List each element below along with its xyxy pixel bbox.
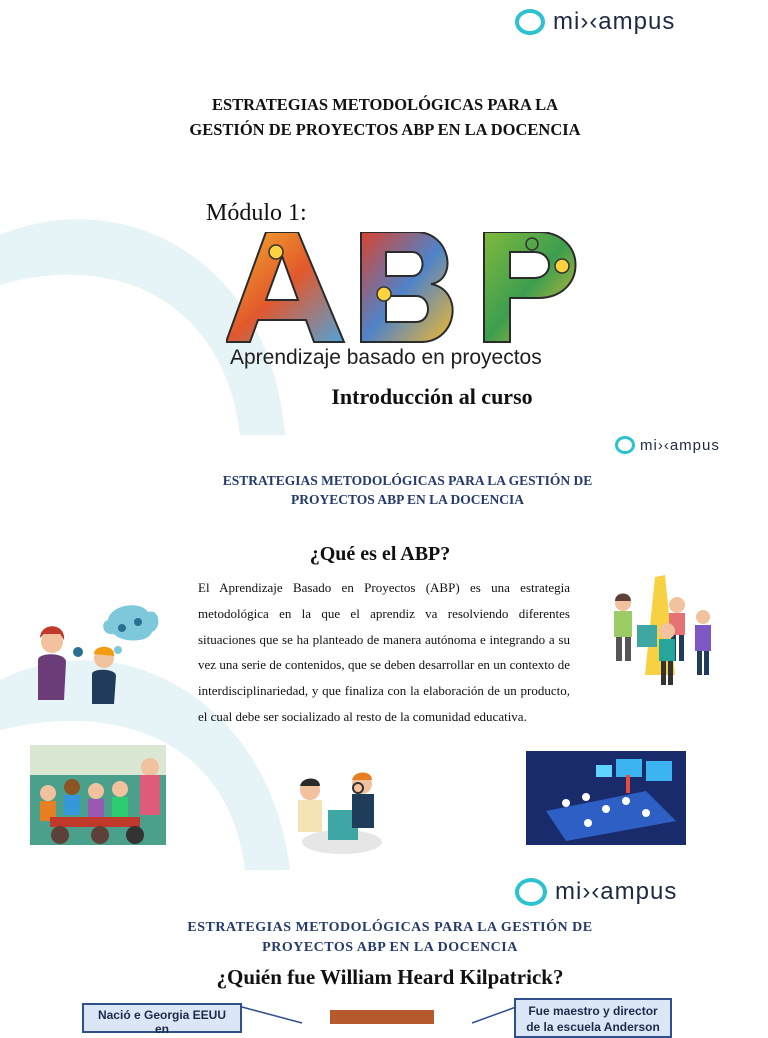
brand-logo-top [515,8,675,36]
abp-tagline: Aprendizaje basado en proyectos [230,346,542,369]
page1-subtitle: Introducción al curso [331,384,533,409]
kids-project-illustration [290,770,390,860]
team-lightbulb-illustration [605,575,725,690]
page2-heading: ¿Qué es el ABP? [309,543,451,565]
logo-ring-icon [515,9,545,35]
page2-title: ESTRATEGIAS METODOLÓGICAS PARA LA GESTIÓN DE PROYECTOS ABP EN LA DOCENCIA [222,473,593,507]
callout-birthplace: Nació e Georgia EEUU en [82,1003,242,1033]
brand-logo-page3 [515,878,677,906]
logo-ring-icon [515,878,547,906]
abp-definition-paragraph: El Aprendizaje Basado en Proyectos (ABP) es una estrategia metodológica en la que el aprendiz va resolviendo diferentes situaciones que se ha planteado de manera autónoma e integrando a su vez una serie de contenidos, que se deben desarrollar en un contexto de interdisciplinariedad, y que finaliza con la elaboración de un producto, el cual debe ser socializado al resto de la comunidad educativa. [198,580,570,724]
abp-logo-graphic [226,232,586,344]
logo-text: mi›‹ampus [553,8,676,35]
classroom-illustration [30,745,166,845]
brand-logo-page2 [615,436,720,454]
callout-career: Fue maestro y director de la escuela Anderson [514,998,672,1038]
logo-ring-icon [615,436,635,454]
page3-heading: ¿Quién fue William Heard Kilpatrick? [216,965,564,989]
teacher-student-illustration [30,600,165,710]
digital-classroom-illustration [526,751,686,845]
logo-text: mi›‹ampus [640,436,720,454]
logo-text: mi›‹ampus [555,878,678,905]
page1-title: ESTRATEGIAS METODOLÓGICAS PARA LA GESTIÓN DE PROYECTOS ABP EN LA DOCENCIA [189,95,581,139]
module-label: Módulo 1: [206,200,307,226]
page3-title: ESTRATEGIAS METODOLÓGICAS PARA LA GESTIÓN DE PROYECTOS ABP EN LA DOCENCIA [187,920,593,955]
kilpatrick-portrait [330,1010,434,1024]
